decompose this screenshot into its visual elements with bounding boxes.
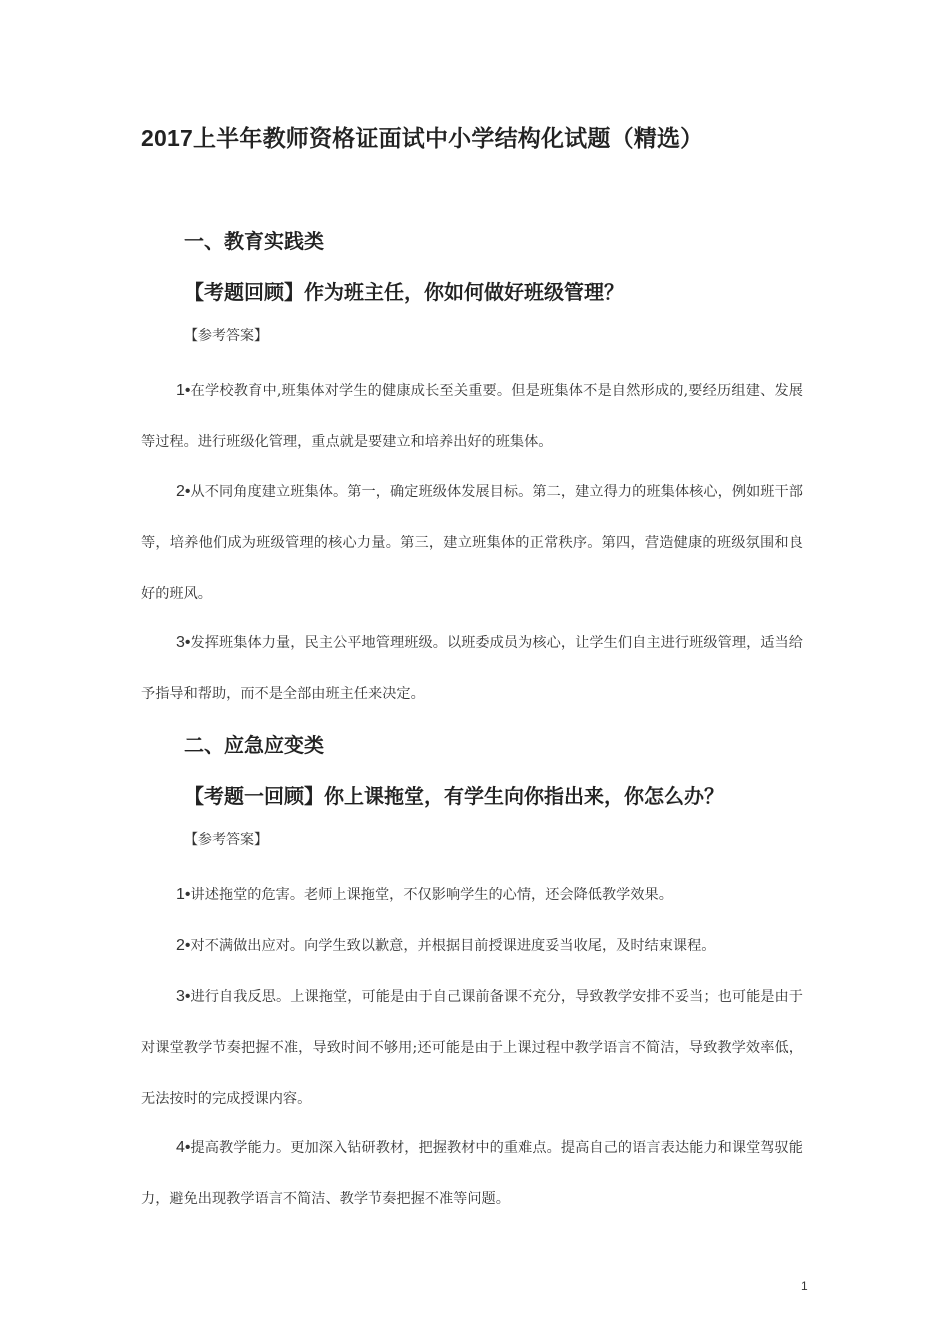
section-heading-emergency: 二、应急应变类	[184, 735, 324, 757]
answer-paragraph	[141, 1122, 803, 1225]
paragraph-number: 2•	[176, 937, 191, 954]
paragraph-text: 对不满做出应对。向学生致以歉意，并根据目前授课进度妥当收尾，及时结束课程。	[190, 938, 716, 954]
paragraph-text: 从不同角度建立班集体。第一，确定班级体发展目标。第二，建立得力的班集体核心，例如班干部等，培养他们成为班级管理的核心力量。第三，建立班集体的正常秩序。第四，营造健康的班级氛围和良好的班风。	[141, 484, 803, 602]
answer-label: 【参考答案】	[184, 832, 268, 848]
paragraph-text: 在学校教育中,班集体对学生的健康成长至关重要。但是班集体不是自然形成的,要经历组建、发展等过程。进行班级化管理，重点就是要建立和培养出好的班集体。	[141, 383, 803, 450]
section-heading-practice: 一、教育实践类	[184, 231, 324, 253]
question-class-management: 【考题回顾】作为班主任，你如何做好班级管理？	[184, 282, 624, 304]
answer-paragraph	[141, 971, 803, 1125]
answer-paragraph	[141, 617, 803, 720]
paragraph-number: 4•	[176, 1139, 191, 1156]
paragraph-text: 发挥班集体力量，民主公平地管理班级。以班委成员为核心，让学生们自主进行班级管理，适当给予指导和帮助，而不是全部由班主任来决定。	[141, 635, 803, 702]
paragraph-number: 1•	[176, 382, 191, 399]
paragraph-number: 1•	[176, 886, 191, 903]
answer-paragraph	[141, 365, 803, 468]
answer-paragraph	[141, 466, 803, 620]
answer-label: 【参考答案】	[184, 328, 268, 344]
paragraph-number: 2•	[176, 483, 191, 500]
paragraph-number: 3•	[176, 634, 191, 651]
paragraph-text: 讲述拖堂的危害。老师上课拖堂，不仅影响学生的心情，还会降低教学效果。	[190, 887, 673, 903]
document-title: 2017上半年教师资格证面试中小学结构化试题（精选）	[141, 125, 704, 151]
answer-paragraph	[141, 869, 803, 921]
paragraph-text: 提高教学能力。更加深入钻研教材，把握教材中的重难点。提高自己的语言表达能力和课堂驾驭能力，避免出现教学语言不简洁、教学节奏把握不准等问题。	[141, 1140, 803, 1207]
paragraph-text: 进行自我反思。上课拖堂，可能是由于自己课前备课不充分，导致教学安排不妥当；也可能是由于对课堂教学节奏把握不准，导致时间不够用;还可能是由于上课过程中教学语言不简洁，导致教学效率低，无法按时的完成授课内容。	[141, 989, 803, 1107]
question-overtime-class: 【考题一回顾】你上课拖堂，有学生向你指出来，你怎么办？	[184, 786, 724, 808]
page-number: 1	[801, 1279, 808, 1293]
paragraph-number: 3•	[176, 988, 191, 1005]
answer-paragraph	[141, 920, 803, 972]
